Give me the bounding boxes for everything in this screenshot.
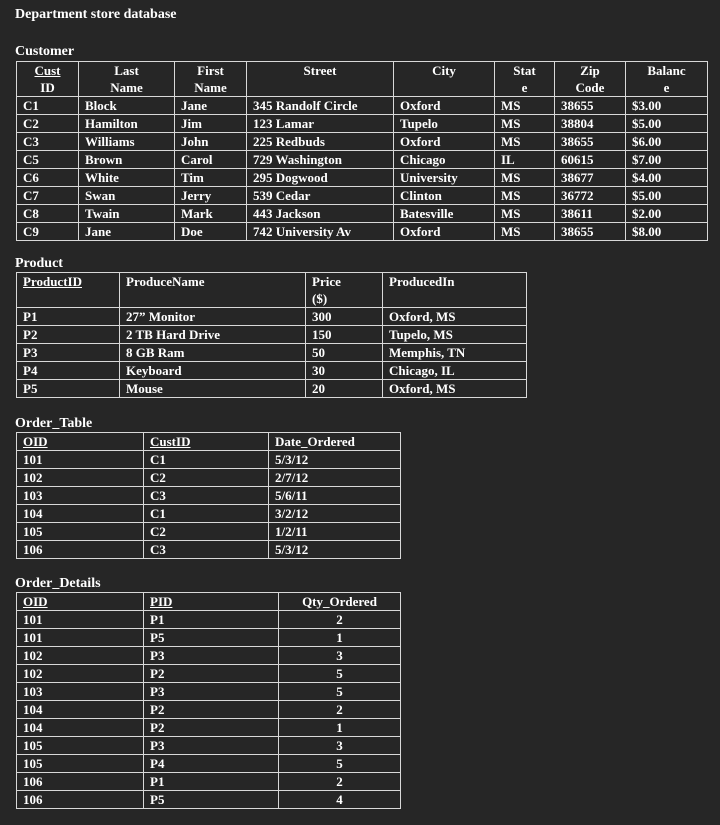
cell: 2 xyxy=(279,701,401,719)
order-table xyxy=(16,432,401,559)
cell: 5/6/11 xyxy=(269,487,401,505)
cell: 345 Randolf Circle xyxy=(247,97,394,115)
cell: Jane xyxy=(79,223,175,241)
cell: 539 Cedar xyxy=(247,187,394,205)
cell: 1/2/11 xyxy=(269,523,401,541)
cell: 1 xyxy=(279,719,401,737)
cell: Keyboard xyxy=(120,362,306,380)
table-row xyxy=(17,362,527,380)
cell: $8.00 xyxy=(626,223,708,241)
cell: 102 xyxy=(17,647,144,665)
customer-header-first-name: First Name xyxy=(175,62,247,97)
cell: P1 xyxy=(144,611,279,629)
cell: C1 xyxy=(144,451,269,469)
cell: 101 xyxy=(17,451,144,469)
cell: P3 xyxy=(144,647,279,665)
cell: P2 xyxy=(144,665,279,683)
product-header-produced-in: ProducedIn xyxy=(383,273,527,308)
order-details-header-oid: OID xyxy=(17,593,144,611)
cell: P3 xyxy=(17,344,120,362)
cell: Block xyxy=(79,97,175,115)
customer-header-street: Street xyxy=(247,62,394,97)
cell: 106 xyxy=(17,773,144,791)
table-row xyxy=(17,187,708,205)
cell: Tupelo, MS xyxy=(383,326,527,344)
page-title: Department store database xyxy=(15,7,177,22)
cell: Batesville xyxy=(394,205,495,223)
order-details-title: Order_Details xyxy=(15,576,101,591)
order-details-table xyxy=(16,592,401,809)
cell: 150 xyxy=(306,326,383,344)
cell: Clinton xyxy=(394,187,495,205)
cell: P1 xyxy=(17,308,120,326)
cell: 30 xyxy=(306,362,383,380)
cell: $7.00 xyxy=(626,151,708,169)
cell: 50 xyxy=(306,344,383,362)
cell: MS xyxy=(495,169,555,187)
cell: Oxford, MS xyxy=(383,308,527,326)
table-row xyxy=(17,665,401,683)
table-row xyxy=(17,205,708,223)
table-row xyxy=(17,701,401,719)
table-row xyxy=(17,487,401,505)
customer-table xyxy=(16,61,708,241)
cell: 102 xyxy=(17,665,144,683)
cell: Brown xyxy=(79,151,175,169)
cell: 20 xyxy=(306,380,383,398)
cell: Mark xyxy=(175,205,247,223)
cell: Tupelo xyxy=(394,115,495,133)
cell: Twain xyxy=(79,205,175,223)
cell: White xyxy=(79,169,175,187)
cell: 4 xyxy=(279,791,401,809)
table-row xyxy=(17,115,708,133)
cell: Swan xyxy=(79,187,175,205)
order-table-header-cust-id: CustID xyxy=(144,433,269,451)
table-row xyxy=(17,773,401,791)
cell: P1 xyxy=(144,773,279,791)
cell: 104 xyxy=(17,701,144,719)
table-row xyxy=(17,737,401,755)
cell: 38611 xyxy=(555,205,626,223)
product-table-title: Product xyxy=(15,256,63,271)
cell: 300 xyxy=(306,308,383,326)
cell: C2 xyxy=(144,523,269,541)
cell: MS xyxy=(495,205,555,223)
customer-header-cust-id: Cust ID xyxy=(17,62,79,97)
cell: C3 xyxy=(17,133,79,151)
product-table xyxy=(16,272,527,398)
cell: P4 xyxy=(17,362,120,380)
cell: 2 TB Hard Drive xyxy=(120,326,306,344)
order-table-title: Order_Table xyxy=(15,416,93,431)
cell: 104 xyxy=(17,719,144,737)
cell: MS xyxy=(495,187,555,205)
product-header-row xyxy=(17,273,527,308)
cell: 443 Jackson xyxy=(247,205,394,223)
cell: Doe xyxy=(175,223,247,241)
cell: 1 xyxy=(279,629,401,647)
order-table-header-date-ordered: Date_Ordered xyxy=(269,433,401,451)
cell: 104 xyxy=(17,505,144,523)
customer-header-last-name: Last Name xyxy=(79,62,175,97)
cell: 2/7/12 xyxy=(269,469,401,487)
cell: 101 xyxy=(17,629,144,647)
cell: C7 xyxy=(17,187,79,205)
order-details-header-row xyxy=(17,593,401,611)
product-header-price: Price ($) xyxy=(306,273,383,308)
table-row xyxy=(17,451,401,469)
cell: P3 xyxy=(144,737,279,755)
table-row xyxy=(17,326,527,344)
order-details-header-pid: PID xyxy=(144,593,279,611)
cell: 8 GB Ram xyxy=(120,344,306,362)
cell: P2 xyxy=(144,719,279,737)
cell: 2 xyxy=(279,773,401,791)
table-row xyxy=(17,755,401,773)
table-row xyxy=(17,647,401,665)
cell: Oxford xyxy=(394,97,495,115)
cell: MS xyxy=(495,133,555,151)
cell: Chicago xyxy=(394,151,495,169)
customer-header-city: City xyxy=(394,62,495,97)
cell: Jane xyxy=(175,97,247,115)
cell: 36772 xyxy=(555,187,626,205)
customer-header-zip-code: Zip Code xyxy=(555,62,626,97)
cell: C9 xyxy=(17,223,79,241)
cell: 103 xyxy=(17,683,144,701)
cell: Tim xyxy=(175,169,247,187)
cell: Mouse xyxy=(120,380,306,398)
customer-header-state: Stat e xyxy=(495,62,555,97)
customer-table-title: Customer xyxy=(15,44,75,59)
cell: P2 xyxy=(144,701,279,719)
cell: IL xyxy=(495,151,555,169)
cell: 5 xyxy=(279,755,401,773)
cell: P5 xyxy=(17,380,120,398)
cell: C6 xyxy=(17,169,79,187)
table-row xyxy=(17,469,401,487)
table-row xyxy=(17,611,401,629)
cell: 5/3/12 xyxy=(269,541,401,559)
cell: 102 xyxy=(17,469,144,487)
table-row xyxy=(17,344,527,362)
cell: C1 xyxy=(144,505,269,523)
cell: 5 xyxy=(279,683,401,701)
cell: P5 xyxy=(144,791,279,809)
cell: P4 xyxy=(144,755,279,773)
order-table-header-row xyxy=(17,433,401,451)
cell: $5.00 xyxy=(626,187,708,205)
cell: P5 xyxy=(144,629,279,647)
table-row xyxy=(17,629,401,647)
cell: C3 xyxy=(144,487,269,505)
table-row xyxy=(17,380,527,398)
cell: 38677 xyxy=(555,169,626,187)
cell: $3.00 xyxy=(626,97,708,115)
cell: Jim xyxy=(175,115,247,133)
table-row xyxy=(17,151,708,169)
cell: C1 xyxy=(17,97,79,115)
table-row xyxy=(17,683,401,701)
cell: John xyxy=(175,133,247,151)
cell: 742 University Av xyxy=(247,223,394,241)
cell: 3 xyxy=(279,647,401,665)
cell: 105 xyxy=(17,755,144,773)
cell: C2 xyxy=(144,469,269,487)
cell: MS xyxy=(495,223,555,241)
cell: 38655 xyxy=(555,97,626,115)
customer-header-row xyxy=(17,62,708,97)
cell: 225 Redbuds xyxy=(247,133,394,151)
cell: 106 xyxy=(17,791,144,809)
cell: Chicago, IL xyxy=(383,362,527,380)
cell: C2 xyxy=(17,115,79,133)
cell: Oxford xyxy=(394,133,495,151)
cell: P2 xyxy=(17,326,120,344)
cell: 3/2/12 xyxy=(269,505,401,523)
cell: C3 xyxy=(144,541,269,559)
cell: 5 xyxy=(279,665,401,683)
cell: $6.00 xyxy=(626,133,708,151)
cell: $2.00 xyxy=(626,205,708,223)
table-row xyxy=(17,505,401,523)
cell: Memphis, TN xyxy=(383,344,527,362)
order-table-header-oid: OID xyxy=(17,433,144,451)
cell: Jerry xyxy=(175,187,247,205)
cell: Oxford, MS xyxy=(383,380,527,398)
table-row xyxy=(17,223,708,241)
cell: 5/3/12 xyxy=(269,451,401,469)
cell: 60615 xyxy=(555,151,626,169)
table-row xyxy=(17,523,401,541)
cell: Williams xyxy=(79,133,175,151)
cell: $5.00 xyxy=(626,115,708,133)
customer-header-balance: Balanc e xyxy=(626,62,708,97)
cell: 123 Lamar xyxy=(247,115,394,133)
cell: 105 xyxy=(17,523,144,541)
table-row xyxy=(17,169,708,187)
cell: 101 xyxy=(17,611,144,629)
cell: 103 xyxy=(17,487,144,505)
cell: 2 xyxy=(279,611,401,629)
cell: C8 xyxy=(17,205,79,223)
table-row xyxy=(17,791,401,809)
product-header-product-id: ProductID xyxy=(17,273,120,308)
order-details-header-qty-ordered: Qty_Ordered xyxy=(279,593,401,611)
cell: 38655 xyxy=(555,223,626,241)
table-row xyxy=(17,133,708,151)
table-row xyxy=(17,541,401,559)
cell: P3 xyxy=(144,683,279,701)
cell: C5 xyxy=(17,151,79,169)
cell: 27” Monitor xyxy=(120,308,306,326)
table-row xyxy=(17,97,708,115)
cell: 3 xyxy=(279,737,401,755)
cell: Hamilton xyxy=(79,115,175,133)
cell: 38655 xyxy=(555,133,626,151)
cell: $4.00 xyxy=(626,169,708,187)
table-row xyxy=(17,719,401,737)
cell: Oxford xyxy=(394,223,495,241)
cell: 105 xyxy=(17,737,144,755)
cell: Carol xyxy=(175,151,247,169)
product-header-produce-name: ProduceName xyxy=(120,273,306,308)
cell: 729 Washington xyxy=(247,151,394,169)
cell: 38804 xyxy=(555,115,626,133)
cell: MS xyxy=(495,115,555,133)
cell: MS xyxy=(495,97,555,115)
cell: 295 Dogwood xyxy=(247,169,394,187)
cell: University xyxy=(394,169,495,187)
table-row xyxy=(17,308,527,326)
cell: 106 xyxy=(17,541,144,559)
